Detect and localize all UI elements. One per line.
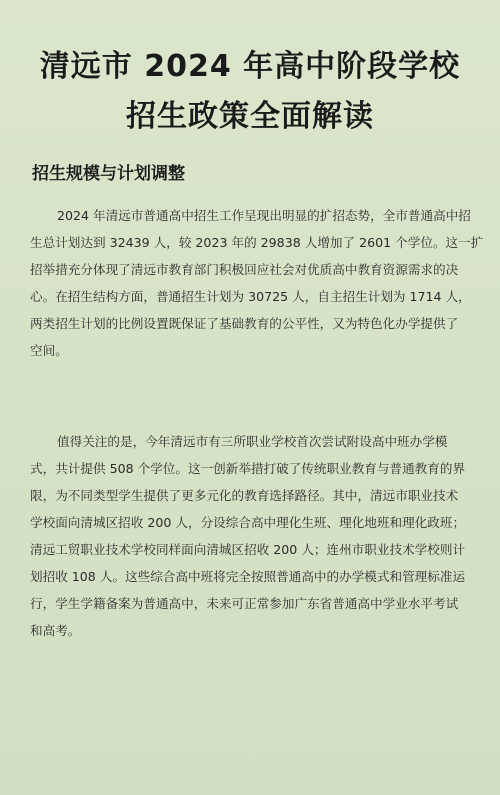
paragraph-line: 招举措充分体现了清远市教育部门积极回应社会对优质高中教育资源需求的决 (30, 262, 459, 277)
paragraph-line: 行，学生学籍备案为普通高中，未来可正常参加广东省普通高中学业水平考试 (30, 596, 459, 611)
section-heading: 招生规模与计划调整 (32, 164, 185, 184)
paragraph-line: 划招收 108 人。这些综合高中班将完全按照普通高中的办学模式和管理标准运 (30, 569, 466, 584)
paragraph-line: 和高考。 (30, 623, 81, 638)
paragraph-line: 值得关注的是，今年清远市有三所职业学校首次尝试附设高中班办学模 (57, 434, 448, 449)
paragraph-line: 清远工贸职业技术学校同样面向清城区招收 200 人；连州市职业技术学校则计 (30, 542, 466, 557)
paragraph-line: 两类招生计划的比例设置既保证了基础教育的公平性，又为特色化办学提供了 (30, 316, 459, 331)
paragraph-line: 学校面向清城区招收 200 人，分设综合高中理化生班、理化地班和理化政班； (30, 515, 466, 530)
document-title-line-1: 清远市 2024 年高中阶段学校 (39, 49, 461, 84)
paragraph-line: 生总计划达到 32439 人，较 2023 年的 29838 人增加了 2601 个学位。这一扩 (30, 235, 484, 250)
paragraph-line: 心。在招生结构方面，普通招生计划为 30725 人，自主招生计划为 1714 人， (30, 289, 471, 304)
paragraph-1 (30, 202, 484, 364)
paragraph-line: 空间。 (30, 343, 68, 358)
paragraph-2 (30, 428, 470, 644)
paragraph-line: 限，为不同类型学生提供了更多元化的教育选择路径。其中，清远市职业技术 (30, 488, 459, 503)
document-title-line-2: 招生政策全面解读 (126, 99, 374, 134)
paragraph-line: 2024 年清远市普通高中招生工作呈现出明显的扩招态势，全市普通高中招 (57, 208, 471, 223)
paragraph-line: 式，共计提供 508 个学位。这一创新举措打破了传统职业教育与普通教育的界 (30, 461, 466, 476)
